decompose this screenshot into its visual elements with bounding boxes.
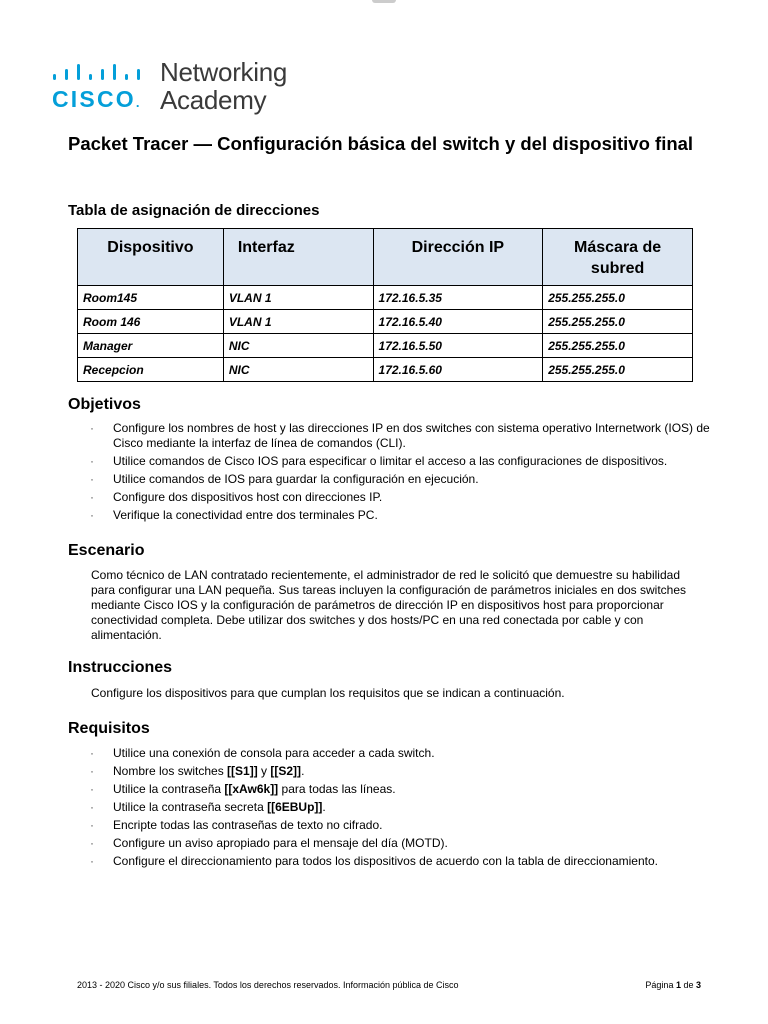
page-footer <box>77 980 701 990</box>
cisco-wordmark: CISCO. <box>52 86 140 112</box>
header-dispositivo: Dispositivo <box>78 229 224 286</box>
list-item: · Encripte todas las contraseñas de texto no cifrado. <box>90 818 710 833</box>
list-item: · Configure un aviso apropiado para el mensaje del día (MOTD). <box>90 836 710 851</box>
table-cell: Room145 <box>78 286 224 310</box>
footer-page-number: Página 1 de 3 <box>645 980 701 990</box>
table-row <box>78 310 693 334</box>
cisco-bars-icon <box>52 63 148 83</box>
list-item: · Configure el direccionamiento para todos los dispositivos de acuerdo con la tabla de direccionamiento. <box>90 854 710 869</box>
switch-name-s2: [[S2]] <box>270 764 302 778</box>
top-edge-mark <box>372 0 396 3</box>
header-interfaz: Interfaz <box>223 229 373 286</box>
address-table <box>77 228 693 382</box>
requisitos-list <box>90 746 710 872</box>
table-row <box>78 286 693 310</box>
table-cell: NIC <box>223 334 373 358</box>
table-cell: NIC <box>223 358 373 382</box>
requisitos-heading: Requisitos <box>68 720 150 737</box>
table-cell: 255.255.255.0 <box>543 334 693 358</box>
table-cell: Recepcion <box>78 358 224 382</box>
table-cell: 255.255.255.0 <box>543 286 693 310</box>
line-password: [[xAw6k]] <box>224 782 279 796</box>
table-cell: 172.16.5.40 <box>373 310 543 334</box>
table-cell: Room 146 <box>78 310 224 334</box>
escenario-text: Como técnico de LAN contratado recientemente, el administrador de red le solicitó que demuestre su habilidad para configurar una LAN pequeña. Sus tareas incluyen la configuración de parámetros iniciales en dos switches mediante Cisco IOS y la configuración de parámetros de dirección IP en dispositivos host para proporcionar conectividad completa. Debe utilizar dos switches y dos hosts/PC en una red conectada por cable y con alimentación. <box>91 568 687 642</box>
list-item: · Configure dos dispositivos host con direcciones IP. <box>90 490 710 505</box>
list-item: · Utilice comandos de Cisco IOS para especificar o limitar el acceso a las configuraciones de dispositivos. <box>90 454 710 469</box>
table-cell: 172.16.5.60 <box>373 358 543 382</box>
objetivos-heading: Objetivos <box>68 396 141 413</box>
table-cell: 172.16.5.35 <box>373 286 543 310</box>
page-title: Packet Tracer — Configuración básica del switch y del dispositivo final <box>68 133 694 154</box>
instrucciones-text: Configure los dispositivos para que cumplan los requisitos que se indican a continuación. <box>91 686 565 700</box>
table-cell: 255.255.255.0 <box>543 310 693 334</box>
table-cell: 172.16.5.50 <box>373 334 543 358</box>
logo-networking-text: Networking <box>160 57 288 87</box>
header-mascara: Máscara de subred <box>543 229 693 286</box>
table-header-row <box>78 229 693 286</box>
table-cell: 255.255.255.0 <box>543 358 693 382</box>
escenario-heading: Escenario <box>68 542 145 559</box>
footer-copyright: 2013 - 2020 Cisco y/o sus filiales. Todos los derechos reservados. Información pública de Cisco <box>77 980 459 990</box>
list-item: · Utilice una conexión de consola para acceder a cada switch. <box>90 746 710 761</box>
switch-name-s1: [[S1]] <box>227 764 258 778</box>
table-row <box>78 334 693 358</box>
instrucciones-heading: Instrucciones <box>68 659 173 676</box>
secret-password: [[6EBUp]] <box>267 800 323 814</box>
list-item: · Verifique la conectividad entre dos terminales PC. <box>90 508 710 523</box>
table-cell: Manager <box>78 334 224 358</box>
table-heading: Tabla de asignación de direcciones <box>68 202 320 219</box>
cisco-networking-academy-logo <box>52 57 312 117</box>
list-item: · Utilice la contraseña [[xAw6k]] para todas las líneas. <box>90 782 710 797</box>
list-item: · Configure los nombres de host y las direcciones IP en dos switches con sistema operativo Internetwork (IOS) de Cisco mediante la interfaz de línea de comandos (CLI). <box>90 421 710 451</box>
list-item: · Utilice comandos de IOS para guardar la configuración en ejecución. <box>90 472 710 487</box>
table-row <box>78 358 693 382</box>
table-cell: VLAN 1 <box>223 286 373 310</box>
list-item: · Utilice la contraseña secreta [[6EBUp]]. <box>90 800 710 815</box>
list-item: · Nombre los switches [[S1]] y [[S2]]. <box>90 764 710 779</box>
table-cell: VLAN 1 <box>223 310 373 334</box>
logo-academy-text: Academy <box>160 85 267 115</box>
objetivos-list <box>90 421 710 526</box>
header-direccion-ip: Dirección IP <box>373 229 543 286</box>
